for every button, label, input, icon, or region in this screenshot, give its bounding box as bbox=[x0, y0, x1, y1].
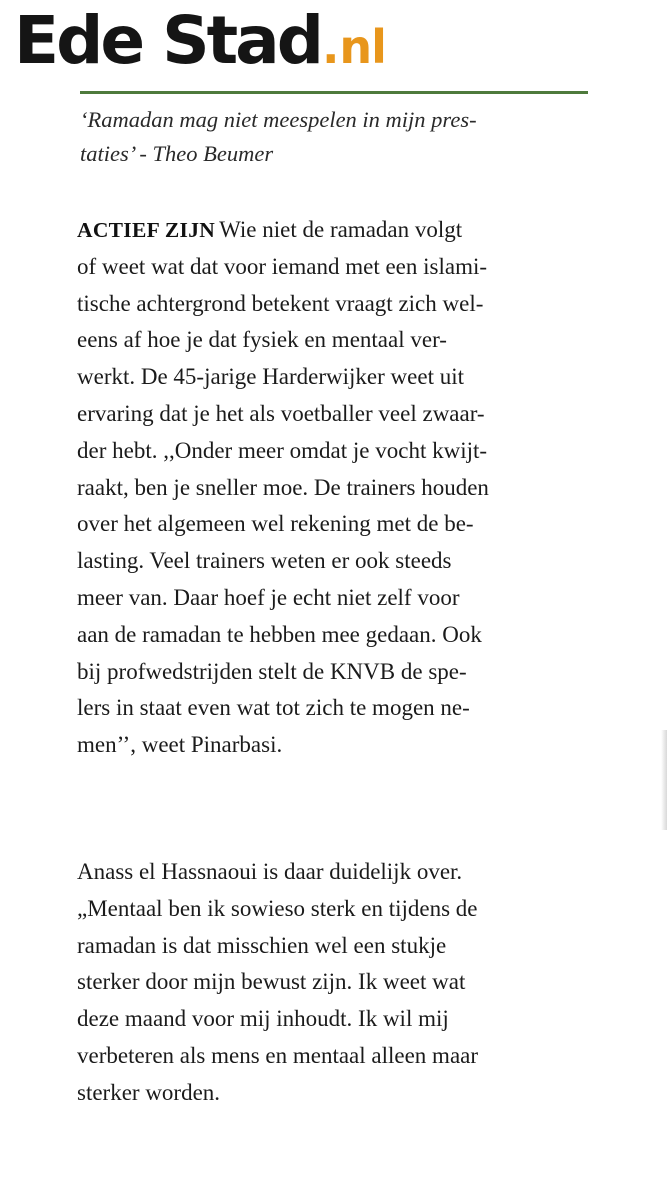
article-line: aan de ramadan te hebben mee gedaan. Ook bbox=[77, 621, 482, 647]
article-line: eens af hoe je dat fysiek en mentaal ver- bbox=[77, 327, 447, 353]
article-line: der hebt. ,,Onder meer omdat je vocht kwijt- bbox=[77, 437, 488, 463]
article-line: raakt, ben je sneller moe. De trainers houden bbox=[77, 474, 489, 500]
article-line: Wie niet de ramadan volgt bbox=[219, 217, 463, 242]
article-first-line bbox=[77, 212, 597, 249]
logo-dot: . bbox=[321, 20, 340, 74]
article-line: sterker worden. bbox=[77, 1079, 221, 1105]
article-line: over het algemeen wel rekening met de be- bbox=[77, 511, 474, 537]
article-line: werkt. De 45-jarige Harderwijker weet uit bbox=[77, 364, 465, 390]
article-line: of weet wat dat voor iemand met een islami- bbox=[77, 253, 488, 279]
article-line: Anass el Hassnaoui is daar duidelijk over. bbox=[77, 859, 463, 884]
article-line: bij profwedstrijden stelt de KNVB de spe- bbox=[77, 658, 467, 684]
article-line: sterker door mijn bewust zijn. Ik weet wat bbox=[77, 969, 466, 995]
pull-quote-line: ‘Ramadan mag niet meespelen in mijn pres- bbox=[80, 107, 477, 132]
article-paragraph-2 bbox=[77, 854, 597, 1112]
logo-tld: nl bbox=[339, 20, 386, 74]
article-line: meer van. Daar hoef je echt niet zelf voor bbox=[77, 584, 460, 610]
article-line: „Mentaal ben ik sowieso sterk en tijdens de bbox=[77, 895, 478, 921]
article-line: lers in staat even wat tot zich te mogen ne- bbox=[77, 695, 470, 721]
article-line: lasting. Veel trainers weten er ook steeds bbox=[77, 548, 452, 574]
pull-quote bbox=[80, 103, 590, 171]
kicker: ACTIEF ZIJN bbox=[77, 218, 216, 242]
article-line: men’’, weet Pinarbasi. bbox=[77, 732, 283, 758]
scroll-edge-shadow bbox=[661, 730, 667, 830]
header-divider bbox=[80, 91, 588, 94]
pull-quote-line: taties’ - Theo Beumer bbox=[80, 141, 274, 166]
article-line: ervaring dat je het als voetballer veel zwaar- bbox=[77, 400, 485, 426]
article-line: deze maand voor mij inhoudt. Ik wil mij bbox=[77, 1006, 449, 1032]
article-paragraph-1 bbox=[77, 212, 597, 764]
masthead-logo bbox=[14, 2, 386, 79]
article-line: verbeteren als mens en mentaal alleen maar bbox=[77, 1042, 479, 1068]
logo-name: Ede Stad bbox=[14, 2, 321, 79]
article-line: tische achtergrond betekent vraagt zich wel- bbox=[77, 290, 484, 316]
article-line: ramadan is dat misschien wel een stukje bbox=[77, 932, 447, 958]
